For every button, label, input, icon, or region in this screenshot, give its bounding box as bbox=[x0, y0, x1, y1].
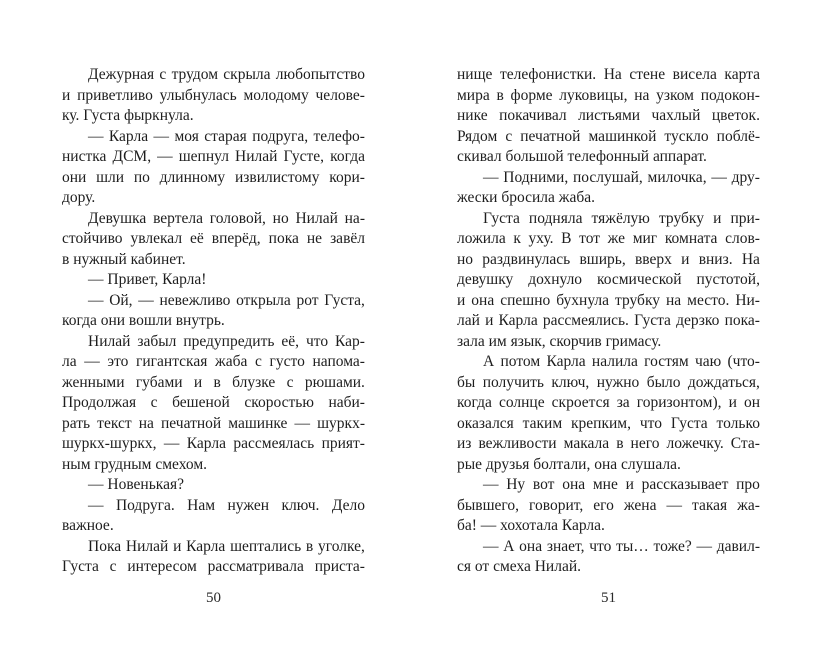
text-line: мира в форме луковицы, на узком подокон- bbox=[457, 86, 760, 104]
text-line: дору. bbox=[62, 189, 96, 206]
text-line: стойчиво увлекал её вперёд, пока не завёл bbox=[62, 230, 365, 247]
text-line: рые друзья болтали, она слушала. bbox=[457, 455, 681, 473]
text-line: — Ну вот она мне и рассказывает про bbox=[483, 476, 760, 493]
text-line: бы получить ключ, нужно было дождаться, bbox=[457, 373, 760, 391]
text-line: когда они вошли внутрь. bbox=[62, 312, 225, 329]
text-line: Рядом с печатной машинкой тускло поблё- bbox=[457, 127, 760, 145]
text-line: — А она знает, что ты… тоже? — давил- bbox=[483, 537, 760, 555]
text-line: и она спешно бухнула трубку на место. Ни- bbox=[457, 291, 760, 309]
text-line: зала им язык, скорчив гримасу. bbox=[457, 332, 662, 350]
text-line: оказался таким крепким, что Густа только bbox=[457, 414, 760, 432]
text-line: женными губами и в блузке с рюшами. bbox=[62, 373, 365, 391]
text-line: ся от смеха Нилай. bbox=[457, 558, 582, 575]
page-number-left: 50 bbox=[206, 590, 221, 606]
text-line: нище телефонистки. На стене висела карта bbox=[457, 66, 760, 83]
text-line: шуркх-шуркх, — Карла рассмеялась прият- bbox=[62, 435, 365, 452]
text-line: из вежливости макала в него ложечку. Ста- bbox=[457, 435, 760, 452]
text-line: — Карла — моя старая подруга, телефо- bbox=[88, 127, 365, 145]
text-line: важное. bbox=[62, 517, 114, 534]
text-line: когда солнце скроется за горизонтом), и он bbox=[457, 394, 760, 411]
text-line: — Ой, — невежливо открыла рот Густа, bbox=[88, 291, 365, 309]
text-line: Густа с интересом рассматривала приста- bbox=[62, 558, 365, 575]
text-line: ба! — хохотала Карла. bbox=[457, 517, 605, 534]
text-line: Девушка вертела головой, но Нилай на- bbox=[88, 209, 365, 227]
text-line: — Подними, послушай, милочка, — дру- bbox=[483, 168, 760, 186]
text-line: ложила к уху. В тот же миг комната слов- bbox=[457, 230, 760, 247]
text-line: — Подруга. Нам нужен ключ. Дело bbox=[88, 496, 365, 514]
page-left-text bbox=[62, 65, 365, 578]
text-line: скивал большой телефонный аппарат. bbox=[457, 148, 707, 165]
text-line: жески бросила жаба. bbox=[457, 189, 596, 206]
text-line: девушку дохнуло космической пустотой, bbox=[457, 271, 760, 288]
text-line: лай и Карла рассмеялись. Густа дерзко пока- bbox=[457, 312, 760, 329]
text-line: — Новенькая? bbox=[88, 476, 184, 493]
text-line: — Привет, Карла! bbox=[88, 271, 207, 288]
text-line: рать текст на печатной машинке — шуркх- bbox=[62, 414, 365, 432]
text-line: нике покачивал листьями чахлый цветок. bbox=[457, 107, 760, 124]
text-line: Дежурная с трудом скрыла любопытство bbox=[88, 66, 365, 83]
text-line: но раздвинулась вширь, вверх и вниз. На bbox=[457, 250, 760, 268]
text-line: в нужный кабинет. bbox=[62, 250, 186, 268]
text-line: Густа подняла тяжёлую трубку и при- bbox=[483, 209, 760, 227]
text-line: Нилай забыл предупредить её, что Кар- bbox=[88, 332, 365, 350]
text-line: Пока Нилай и Карла шептались в уголке, bbox=[88, 537, 365, 555]
page-right-text bbox=[457, 65, 760, 578]
text-line: ным грудным смехом. bbox=[62, 455, 208, 473]
text-line: бывшего, говорит, его жена — такая жа- bbox=[457, 496, 760, 514]
text-line: Продолжая с бешеной скоростью наби- bbox=[62, 394, 365, 411]
text-line: ла — это гигантская жаба с густо напома- bbox=[62, 353, 365, 370]
text-line: и приветливо улыбнулась молодому челове- bbox=[62, 86, 365, 104]
page-number-right: 51 bbox=[601, 590, 616, 606]
text-line: А потом Карла налила гостям чаю (что- bbox=[483, 353, 760, 370]
text-line: ку. Густа фыркнула. bbox=[62, 107, 194, 124]
text-line: они шли по длинному извилистому кори- bbox=[62, 168, 365, 186]
text-line: нистка ДСМ, — шепнул Нилай Густе, когда bbox=[62, 148, 365, 165]
